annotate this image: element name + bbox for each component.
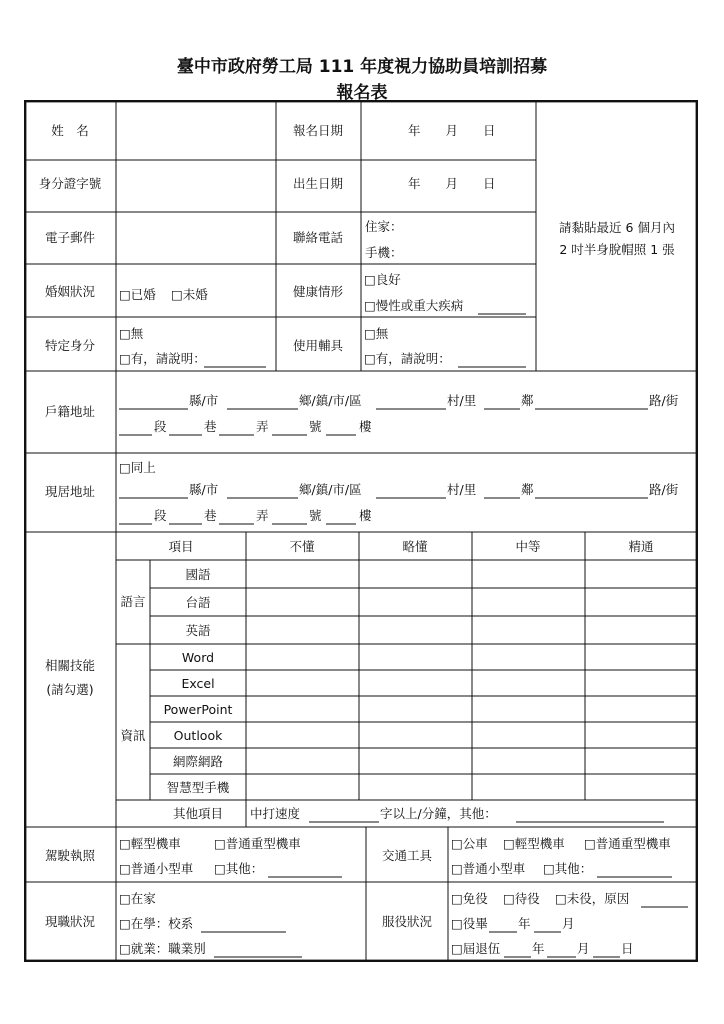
email-label: 電子郵件 [44, 230, 96, 245]
svg-text:樓: 樓 [359, 508, 372, 523]
skill-mandarin: 國語 [185, 567, 211, 582]
svg-text:鄉/鎮/市/區: 鄉/鎮/市/區 [299, 393, 362, 408]
military-retire-checkbox[interactable]: □屆退伍 [451, 941, 501, 956]
license-light-moto-checkbox[interactable]: □輕型機車 [119, 836, 181, 851]
svg-text:村/里: 村/里 [447, 393, 477, 408]
col-intermediate: 中等 [515, 539, 541, 554]
reg-date-label: 報名日期 [292, 123, 344, 138]
col-item: 項目 [168, 539, 194, 554]
svg-text:段: 段 [154, 419, 167, 434]
job-home-checkbox[interactable]: □在家 [119, 891, 156, 906]
marital-label: 婚姻狀況 [44, 284, 96, 299]
svg-text:鄰: 鄰 [521, 482, 534, 497]
photo-note-1: 請黏貼最近 6 個月內 [559, 220, 675, 235]
col-none: 不懂 [289, 539, 315, 554]
military-exempt-checkbox[interactable]: □免役 [451, 891, 488, 906]
skill-powerpoint: PowerPoint [163, 702, 233, 717]
phone-label: 聯絡電話 [292, 230, 344, 245]
svg-text:樓: 樓 [359, 419, 372, 434]
cur-address-label: 現居地址 [44, 484, 96, 499]
transport-other-checkbox[interactable]: □其他： [543, 861, 593, 876]
svg-text:路/街: 路/街 [649, 482, 679, 497]
military-waiting-checkbox[interactable]: □待役 [503, 891, 540, 906]
svg-text:弄: 弄 [256, 508, 269, 523]
job-employed-checkbox[interactable]: □就業：職業別 [119, 941, 206, 956]
phone-mobile-field[interactable]: 手機： [365, 245, 403, 260]
military-done-year: 年 [518, 916, 531, 931]
identity-has-checkbox[interactable]: □有，請說明： [119, 351, 206, 366]
svg-text:村/里: 村/里 [447, 482, 477, 497]
photo-note-2: 2 吋半身脫帽照 1 張 [559, 242, 675, 257]
svg-text:鄰: 鄰 [521, 393, 534, 408]
job-school-checkbox[interactable]: □在學：校系 [119, 916, 194, 931]
form-subtitle: 報名表 [336, 83, 388, 103]
transport-label: 交通工具 [381, 848, 433, 863]
married-checkbox[interactable]: □已婚 [119, 287, 156, 302]
typing-speed-unit: 字以上/分鐘，其他： [380, 806, 497, 821]
license-heavy-moto-checkbox[interactable]: □普通重型機車 [214, 836, 301, 851]
same-address-checkbox[interactable]: □同上 [119, 460, 156, 475]
aid-label: 使用輔具 [292, 338, 344, 353]
aid-none-checkbox[interactable]: □無 [364, 326, 389, 341]
birth-date-field[interactable]: 年 月 日 [408, 176, 496, 191]
other-skill-label: 其他項目 [172, 806, 224, 821]
health-good-checkbox[interactable]: □良好 [364, 272, 401, 287]
info-group-label: 資訊 [120, 728, 146, 743]
transport-bus-checkbox[interactable]: □公車 [451, 836, 488, 851]
health-chronic-checkbox[interactable]: □慢性或重大疾病 [364, 298, 464, 313]
identity-label: 特定身分 [44, 338, 96, 353]
skill-excel: Excel [181, 676, 215, 691]
skill-internet: 網際網路 [172, 754, 224, 769]
skill-outlook: Outlook [173, 728, 223, 743]
cur-address-field[interactable] [119, 482, 679, 524]
name-label: 姓 名 [51, 123, 89, 138]
svg-text:縣/市: 縣/市 [189, 393, 219, 408]
svg-text:巷: 巷 [204, 419, 217, 434]
reg-date-field[interactable]: 年 月 日 [408, 123, 496, 138]
skill-english: 英語 [185, 623, 211, 638]
birth-date-label: 出生日期 [292, 176, 344, 191]
identity-none-checkbox[interactable]: □無 [119, 326, 144, 341]
military-retire-month: 月 [577, 941, 590, 956]
svg-text:路/街: 路/街 [649, 393, 679, 408]
military-retire-year: 年 [532, 941, 545, 956]
svg-text:縣/市: 縣/市 [189, 482, 219, 497]
skills-label: 相關技能 [44, 658, 96, 673]
military-done-checkbox[interactable]: □役畢 [451, 916, 488, 931]
col-basic: 略懂 [402, 539, 428, 554]
military-retire-day: 日 [621, 941, 634, 956]
transport-light-moto-checkbox[interactable]: □輕型機車 [503, 836, 565, 851]
transport-heavy-moto-checkbox[interactable]: □普通重型機車 [584, 836, 671, 851]
reg-address-field[interactable] [119, 393, 679, 435]
typing-speed-label: 中打速度 [250, 806, 301, 821]
form-title: 臺中市政府勞工局 111 年度視力協助員培訓招募 [176, 57, 548, 77]
language-group-label: 語言 [120, 594, 146, 609]
unmarried-checkbox[interactable]: □未婚 [171, 287, 208, 302]
military-status-label: 服役狀況 [381, 914, 433, 929]
reg-address-label: 戶籍地址 [44, 404, 96, 419]
svg-text:段: 段 [154, 508, 167, 523]
svg-text:巷: 巷 [204, 508, 217, 523]
col-expert: 精通 [628, 539, 654, 554]
phone-home-field[interactable]: 住家： [365, 219, 403, 234]
job-status-label: 現職狀況 [44, 914, 96, 929]
svg-text:號: 號 [309, 508, 322, 523]
aid-has-checkbox[interactable]: □有，請說明： [364, 351, 451, 366]
license-label: 駕駛執照 [44, 848, 96, 863]
transport-small-car-checkbox[interactable]: □普通小型車 [451, 861, 526, 876]
svg-text:號: 號 [309, 419, 322, 434]
registration-form-table [24, 100, 698, 962]
svg-text:鄉/鎮/市/區: 鄉/鎮/市/區 [299, 482, 362, 497]
health-label: 健康情形 [292, 284, 344, 299]
skill-smartphone: 智慧型手機 [166, 780, 230, 795]
license-small-car-checkbox[interactable]: □普通小型車 [119, 861, 194, 876]
id-label: 身分證字號 [38, 176, 102, 191]
license-other-checkbox[interactable]: □其他： [214, 861, 264, 876]
skills-hint: (請勾選) [46, 682, 94, 697]
skill-taiwanese: 台語 [185, 595, 211, 610]
svg-text:弄: 弄 [256, 419, 269, 434]
military-not-served-checkbox[interactable]: □未役，原因 [555, 891, 630, 906]
military-done-month: 月 [562, 916, 575, 931]
skill-word: Word [181, 650, 215, 665]
